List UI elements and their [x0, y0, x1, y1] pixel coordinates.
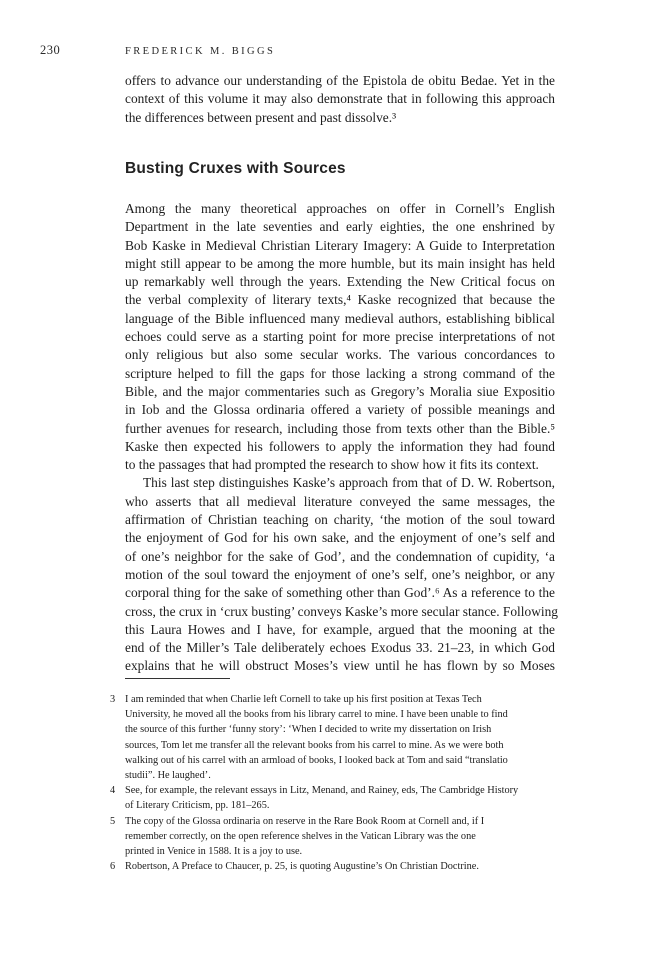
body-line: This last step distinguishes Kaske’s approach from that of D. W. Robertson,: [143, 475, 555, 491]
footnote-line: of Literary Criticism, pp. 181–265.: [125, 800, 270, 812]
footnote-number: 6: [110, 861, 116, 873]
body-line: Among the many theoretical approaches on offer in Cornell’s English: [125, 201, 555, 216]
body-line: up remarkably well through the years. Extending the New Critical focus on: [125, 274, 555, 290]
body-line: further avenues for research, including those from texts other than the Bible.⁵: [125, 420, 555, 436]
footnote-line: remember correctly, on the open reference shelves in the Vatican Library was the one: [125, 830, 476, 842]
body-line: Kaske then expected his followers to apply the information they had found: [125, 438, 555, 454]
footnote-number: 4: [110, 785, 116, 797]
body-line: to the passages that had prompted the research to show how it fits its context.: [125, 457, 539, 473]
body-line: Bible, and the major commentaries such as Gregory’s Moralia siue Expositio: [125, 383, 555, 399]
body-line: explains that he will obstruct Moses’s view until he has flown by so Moses: [125, 658, 555, 674]
footnote-line: University, he moved all the books from his library carrel to mine. I have been unable to find: [125, 709, 508, 721]
footnote-line: See, for example, the relevant essays in Litz, Menand, and Rainey, eds, The Cambridge History: [125, 785, 519, 797]
footnote-number: 3: [110, 694, 116, 705]
body-line: this Laura Howes and I have, for example, argued that the mooning at the: [125, 621, 555, 637]
footnote-line: the source of this further ‘funny story’: ‘When I decided to write my dissertation on Irish: [125, 724, 492, 736]
body-line: cross, the crux in ‘crux busting’ conveys Kaske’s more secular stance. Following: [125, 603, 558, 619]
body-line: echoes could serve as a starting point for more precise interpretations of not: [125, 329, 555, 345]
footnote-line: The copy of the Glossa ordinaria on reserve in the Rare Book Room at Cornell and, if I: [125, 815, 485, 827]
body-line: corporal thing for the sake of something other than God’.⁶ As a reference to the: [125, 585, 555, 601]
section-heading: Busting Cruxes with Sources: [125, 160, 346, 177]
footnote: [110, 859, 560, 874]
intro-line: context of this volume it may also demonstrate that in following this approach: [125, 91, 555, 107]
footnote-line: studii”. He laughed’.: [125, 770, 211, 782]
body-line: Department in the late seventies and early eighties, the one enshrined by: [125, 219, 555, 235]
body-line: scripture helped to fill the gaps for those lacking a strong command of the: [125, 365, 555, 381]
body-text: [125, 200, 558, 676]
body-line: the verbal complexity of literary texts,⁴ Kaske recognized that because the: [125, 292, 555, 308]
footnote-rule: [125, 678, 230, 679]
footnote: [110, 692, 560, 783]
running-head: [40, 40, 275, 60]
body-line: might still appear to be among the more humble, but its main insight has held: [125, 255, 555, 271]
intro-line: the differences between present and past dissolve.³: [125, 109, 397, 125]
body-line: only religious but also some secular works. The various concordances to: [125, 347, 555, 363]
footnote: [110, 783, 560, 813]
body-line: language of the Bible influenced many medieval authors, establishing biblical: [125, 310, 555, 326]
intro-paragraph: [125, 72, 555, 127]
body-line: end of the Miller’s Tale deliberately echoes Exodus 33. 21–23, in which God: [125, 640, 555, 656]
body-line: of one’s neighbor for the sake of God’, and the condemnation of cupidity, ‘a: [125, 548, 555, 564]
footnote: [110, 814, 560, 860]
body-line: in Iob and the Glossa ordinaria offered a variety of possible meanings and: [125, 402, 555, 418]
body-line: Bob Kaske in Medieval Christian Literary Imagery: A Guide to Interpretation: [125, 237, 555, 253]
body-line: who asserts that all medieval literature conveyed the same messages, the: [125, 493, 555, 509]
intro-line: offers to advance our understanding of the Epistola de obitu Bedae. Yet in the: [125, 73, 555, 88]
page-number: 230: [40, 43, 61, 57]
footnote-line: walking out of his carrel with an armload of books, I looked back at Tom and said “translatio: [125, 754, 508, 766]
footnote-line: Robertson, A Preface to Chaucer, p. 25, is quoting Augustine’s On Christian Doctrine.: [125, 861, 479, 873]
body-line: affirmation of Christian teaching on charity, ‘the motion of the soul toward: [125, 512, 555, 528]
footnote-line: sources, Tom let me transfer all the relevant books from his carrel to mine. As we were both: [125, 739, 504, 751]
body-line: motion of the soul toward the enjoyment of one’s self, one’s neighbor, or any: [125, 566, 555, 582]
running-head-author: FREDERICK M. BIGGS: [125, 46, 276, 57]
footnote-number: 5: [110, 815, 116, 827]
footnote-line: printed in Venice in 1588. It is a joy to use.: [125, 846, 303, 858]
body-line: the enjoyment of God for his own sake, and the enjoyment of one’s self and: [125, 530, 555, 546]
footnote-line: I am reminded that when Charlie left Cornell to take up his first position at Texas Tech: [125, 694, 482, 705]
footnotes: [110, 692, 560, 874]
